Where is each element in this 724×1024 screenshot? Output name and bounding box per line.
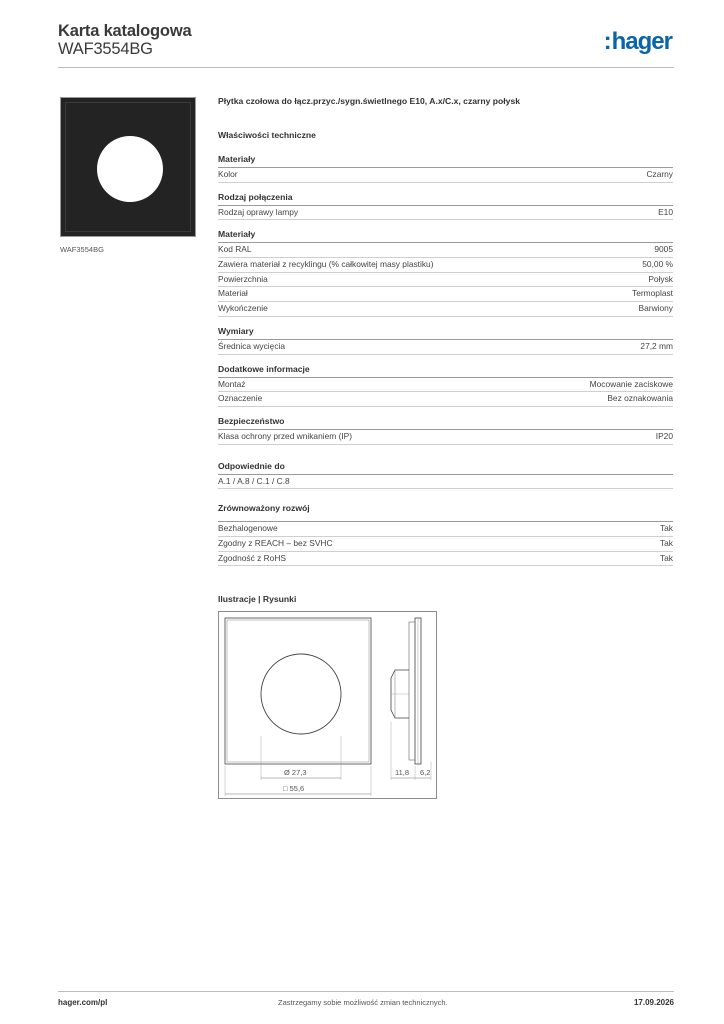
illustrations-title: Ilustracje | Rysunki [218,594,297,604]
product-code: WAF3554BG [58,40,153,58]
spec-label: Bezhalogenowe [218,523,278,534]
spec-label: Wykończenie [218,303,268,314]
spec-row [218,258,673,273]
dim-frame-label: □ 55,6 [283,784,305,793]
spec-value: Termoplast [632,288,673,299]
front-frame-inner [227,620,369,762]
spec-label: Zgodny z REACH – bez SVHC [218,537,333,548]
group-title: Wymiary [218,326,673,340]
spec-value: 27,2 mm [640,340,673,351]
footer-notice: Zastrzegamy sobie możliwość zmian technicznych. [278,998,448,1007]
footer-website[interactable]: hager.com/pl [58,998,108,1007]
spec-group [218,364,673,407]
spec-row [218,378,673,393]
spec-row [218,206,673,221]
front-hole-outline [261,654,341,734]
image-caption: WAF3554BG [60,245,104,254]
spec-label: Kod RAL [218,244,252,255]
spec-value: 9005 [654,244,673,255]
spec-row [218,273,673,288]
spec-label: Oznaczenie [218,393,263,404]
spec-value: Połysk [648,273,673,284]
dim-hole-label: Ø 27,3 [284,768,307,777]
plate-hole [97,136,163,202]
group-title: Materiały [218,229,673,243]
page-header [58,22,674,68]
spec-row [218,168,673,183]
spec-group [218,229,673,316]
group-title: Bezpieczeństwo [218,416,673,430]
spec-group [218,416,673,445]
spec-value: IP20 [655,430,673,441]
spec-label: Zawiera materiał z recyklingu (% całkowitej masy plastiku) [218,259,434,270]
spec-group [218,154,673,183]
group-title: Rodzaj połączenia [218,192,673,206]
front-frame-outline [225,618,371,764]
spec-value: Tak [659,552,673,563]
spec-label: Klasa ochrony przed wnikaniem (IP) [218,430,353,441]
spec-value: Tak [659,537,673,548]
spec-label: Rodzaj oprawy lampy [218,206,299,217]
spec-label: A.1 / A.8 / C.1 / C.8 [218,475,290,486]
group-title: Odpowiednie do [218,461,673,475]
spec-row [218,392,673,407]
group-title: Materiały [218,154,673,168]
tech-properties-title: Właściwości techniczne [218,130,316,140]
spec-label: Kolor [218,169,238,179]
spec-row [218,552,673,567]
hager-logo: :hager [603,28,672,55]
spec-row [218,243,673,258]
spec-group [218,192,673,221]
spec-row [218,522,673,537]
spec-row [218,340,673,355]
suitable-group [218,461,673,490]
footer-date: 17.09.2026 [633,998,674,1007]
dim-depth-label: 11,8 [395,768,410,777]
spec-label: Powierzchnia [218,273,268,284]
spec-row [218,475,673,490]
spec-label: Średnica wycięcia [218,340,286,351]
spec-row [218,287,673,302]
sustainability-group [218,503,673,566]
spec-value: Czarny [646,169,673,179]
group-title: Dodatkowe informacje [218,364,673,378]
spec-row [218,430,673,445]
page-footer [58,991,674,1011]
technical-drawing [218,611,437,799]
spec-value: E10 [658,206,673,217]
sustainability-rows [218,521,673,566]
spec-label: Zgodność z RoHS [218,552,286,563]
document-title: Karta katalogowa [58,22,192,40]
group-title: Zrównoważony rozwój [218,503,310,514]
spec-label: Montaż [218,378,246,389]
spec-value: Tak [659,523,673,534]
product-image [60,97,196,237]
spec-group [218,326,673,355]
spec-value: 50,00 % [642,259,673,270]
spec-groups [218,154,673,445]
spec-row [218,302,673,317]
spec-value: Mocowanie zaciskowe [589,378,673,389]
spec-value: Bez oznakowania [607,393,673,404]
spec-row [218,537,673,552]
product-description: Płytka czołowa do łącz.przyc./sygn.świetlnego E10, A.x/C.x, czarny połysk [218,96,521,106]
spec-label: Materiał [218,288,248,299]
spec-content [218,96,673,575]
spec-value: Barwiony [638,303,673,314]
dim-plate-label: 6,2 [420,768,431,777]
